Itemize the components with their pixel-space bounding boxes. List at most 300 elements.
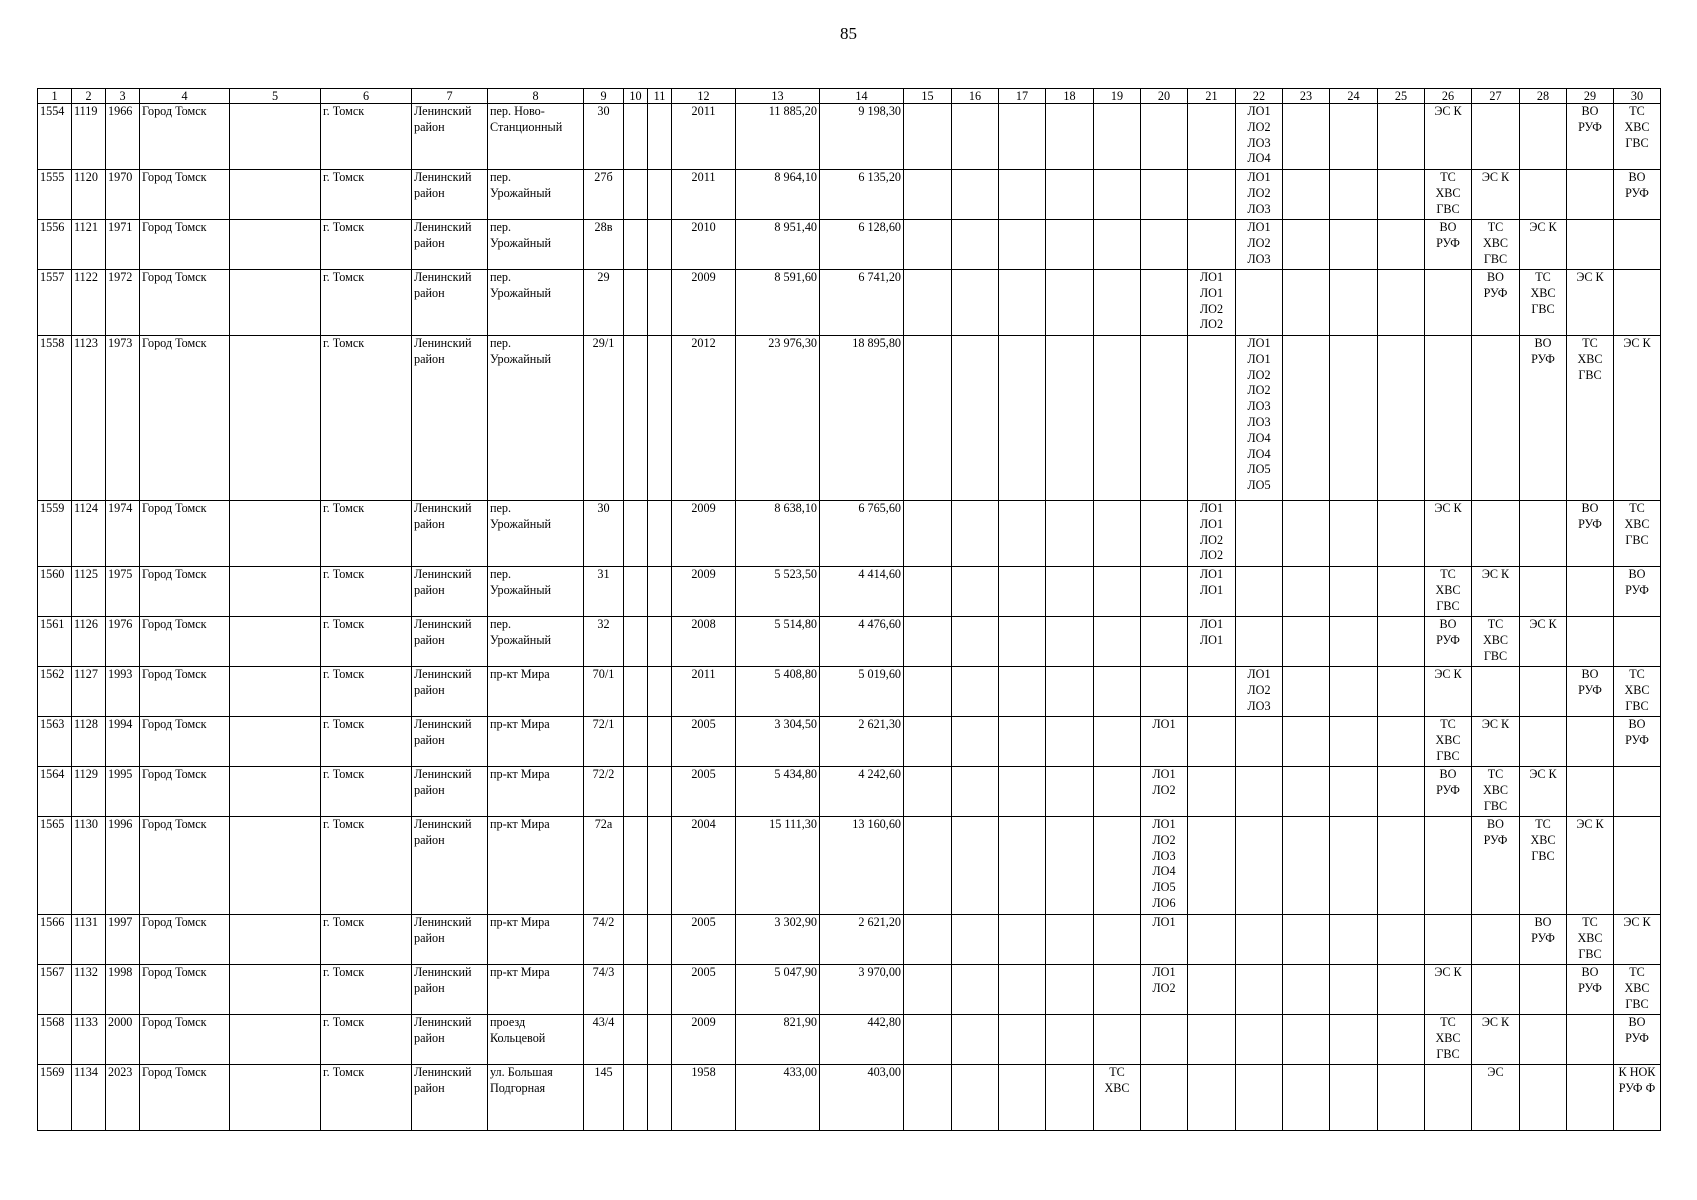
cell-col-11 xyxy=(648,170,672,220)
cell-col-5 xyxy=(230,270,321,336)
cell-col-4: Город Томск xyxy=(140,617,230,667)
cell-col-21 xyxy=(1188,817,1236,915)
cell-col-10 xyxy=(624,336,648,501)
cell-col-14: 2 621,20 xyxy=(820,915,904,965)
cell-col-30: ВО РУФ xyxy=(1614,1015,1661,1065)
cell-col-22 xyxy=(1236,617,1283,667)
cell-col-29: ВО РУФ xyxy=(1567,501,1614,567)
cell-col-21 xyxy=(1188,220,1236,270)
cell-col-26 xyxy=(1425,817,1472,915)
cell-col-18 xyxy=(1046,667,1094,717)
cell-col-9: 29/1 xyxy=(584,336,624,501)
cell-col-22 xyxy=(1236,817,1283,915)
cell-col-1: 1558 xyxy=(38,336,72,501)
cell-col-14: 2 621,30 xyxy=(820,717,904,767)
cell-col-27 xyxy=(1472,336,1520,501)
cell-col-26: ВО РУФ xyxy=(1425,767,1472,817)
cell-col-29 xyxy=(1567,220,1614,270)
cell-col-16 xyxy=(952,767,999,817)
cell-col-28 xyxy=(1520,567,1567,617)
cell-col-2: 1123 xyxy=(72,336,106,501)
cell-col-6: г. Томск xyxy=(321,104,412,170)
cell-col-17 xyxy=(999,336,1046,501)
cell-col-19 xyxy=(1094,1015,1141,1065)
cell-col-25 xyxy=(1378,817,1425,915)
cell-col-19 xyxy=(1094,336,1141,501)
cell-col-21: ЛО1 ЛО1 xyxy=(1188,567,1236,617)
page-number: 85 xyxy=(840,24,857,43)
cell-col-16 xyxy=(952,104,999,170)
cell-col-24 xyxy=(1330,965,1378,1015)
cell-col-27: ВО РУФ xyxy=(1472,817,1520,915)
cell-col-6: г. Томск xyxy=(321,270,412,336)
cell-col-9: 29 xyxy=(584,270,624,336)
cell-col-23 xyxy=(1283,965,1330,1015)
cell-col-22 xyxy=(1236,1015,1283,1065)
cell-col-14: 5 019,60 xyxy=(820,667,904,717)
cell-col-30: ВО РУФ xyxy=(1614,567,1661,617)
cell-col-4: Город Томск xyxy=(140,104,230,170)
cell-col-13: 8 964,10 xyxy=(736,170,820,220)
cell-col-3: 2000 xyxy=(106,1015,140,1065)
cell-col-29: ЭС К xyxy=(1567,270,1614,336)
cell-col-17 xyxy=(999,667,1046,717)
cell-col-5 xyxy=(230,104,321,170)
cell-col-8: пер. Урожайный xyxy=(488,220,584,270)
column-header-25: 25 xyxy=(1378,89,1425,104)
cell-col-4: Город Томск xyxy=(140,336,230,501)
cell-col-2: 1120 xyxy=(72,170,106,220)
cell-col-20: ЛО1 ЛО2 xyxy=(1141,767,1188,817)
cell-col-16 xyxy=(952,567,999,617)
column-header-8: 8 xyxy=(488,89,584,104)
table-row xyxy=(38,667,1661,717)
cell-col-27: ТС ХВС ГВС xyxy=(1472,220,1520,270)
cell-col-8: пер. Урожайный xyxy=(488,270,584,336)
cell-col-27: ЭС К xyxy=(1472,717,1520,767)
cell-col-17 xyxy=(999,915,1046,965)
cell-col-30: ВО РУФ xyxy=(1614,170,1661,220)
cell-col-1: 1555 xyxy=(38,170,72,220)
cell-col-27: ЭС К xyxy=(1472,567,1520,617)
cell-col-12: 2009 xyxy=(672,567,736,617)
cell-col-21 xyxy=(1188,1015,1236,1065)
cell-col-7: Ленинский район xyxy=(412,336,488,501)
cell-col-10 xyxy=(624,104,648,170)
cell-col-21: ЛО1 ЛО1 ЛО2 ЛО2 xyxy=(1188,501,1236,567)
cell-col-24 xyxy=(1330,617,1378,667)
cell-col-20 xyxy=(1141,567,1188,617)
cell-col-10 xyxy=(624,1065,648,1131)
cell-col-8: проезд Кольцевой xyxy=(488,1015,584,1065)
cell-col-13: 5 514,80 xyxy=(736,617,820,667)
cell-col-1: 1561 xyxy=(38,617,72,667)
cell-col-14: 6 765,60 xyxy=(820,501,904,567)
cell-col-22: ЛО1 ЛО2 ЛО3 ЛО4 xyxy=(1236,104,1283,170)
cell-col-28 xyxy=(1520,965,1567,1015)
cell-col-5 xyxy=(230,1065,321,1131)
table-row xyxy=(38,501,1661,567)
cell-col-10 xyxy=(624,170,648,220)
cell-col-27 xyxy=(1472,915,1520,965)
cell-col-28 xyxy=(1520,1015,1567,1065)
cell-col-7: Ленинский район xyxy=(412,1065,488,1131)
cell-col-30: ТС ХВС ГВС xyxy=(1614,501,1661,567)
column-header-22: 22 xyxy=(1236,89,1283,104)
cell-col-28: ВО РУФ xyxy=(1520,336,1567,501)
cell-col-8: пр-кт Мира xyxy=(488,667,584,717)
table-row xyxy=(38,220,1661,270)
cell-col-24 xyxy=(1330,767,1378,817)
cell-col-17 xyxy=(999,567,1046,617)
column-header-14: 14 xyxy=(820,89,904,104)
cell-col-16 xyxy=(952,717,999,767)
cell-col-16 xyxy=(952,1065,999,1131)
cell-col-24 xyxy=(1330,717,1378,767)
cell-col-11 xyxy=(648,501,672,567)
cell-col-1: 1565 xyxy=(38,817,72,915)
cell-col-9: 30 xyxy=(584,501,624,567)
cell-col-1: 1563 xyxy=(38,717,72,767)
cell-col-19 xyxy=(1094,567,1141,617)
cell-col-14: 403,00 xyxy=(820,1065,904,1131)
cell-col-14: 13 160,60 xyxy=(820,817,904,915)
cell-col-13: 821,90 xyxy=(736,1015,820,1065)
column-header-20: 20 xyxy=(1141,89,1188,104)
cell-col-9: 70/1 xyxy=(584,667,624,717)
cell-col-18 xyxy=(1046,104,1094,170)
cell-col-23 xyxy=(1283,1015,1330,1065)
cell-col-17 xyxy=(999,717,1046,767)
cell-col-4: Город Томск xyxy=(140,667,230,717)
cell-col-6: г. Томск xyxy=(321,1015,412,1065)
cell-col-19 xyxy=(1094,817,1141,915)
cell-col-7: Ленинский район xyxy=(412,767,488,817)
cell-col-16 xyxy=(952,336,999,501)
cell-col-11 xyxy=(648,104,672,170)
cell-col-23 xyxy=(1283,617,1330,667)
cell-col-25 xyxy=(1378,1065,1425,1131)
cell-col-20 xyxy=(1141,501,1188,567)
column-header-3: 3 xyxy=(106,89,140,104)
cell-col-15 xyxy=(904,1015,952,1065)
column-header-10: 10 xyxy=(624,89,648,104)
cell-col-30: ЭС К xyxy=(1614,915,1661,965)
cell-col-12: 2005 xyxy=(672,965,736,1015)
cell-col-16 xyxy=(952,170,999,220)
cell-col-6: г. Томск xyxy=(321,170,412,220)
table-row xyxy=(38,617,1661,667)
cell-col-26: ЭС К xyxy=(1425,501,1472,567)
cell-col-19 xyxy=(1094,270,1141,336)
cell-col-10 xyxy=(624,567,648,617)
cell-col-13: 5 434,80 xyxy=(736,767,820,817)
cell-col-12: 2005 xyxy=(672,915,736,965)
table-row xyxy=(38,270,1661,336)
cell-col-4: Город Томск xyxy=(140,501,230,567)
cell-col-10 xyxy=(624,767,648,817)
cell-col-2: 1128 xyxy=(72,717,106,767)
cell-col-24 xyxy=(1330,104,1378,170)
cell-col-24 xyxy=(1330,817,1378,915)
cell-col-5 xyxy=(230,817,321,915)
cell-col-9: 30 xyxy=(584,104,624,170)
table-row xyxy=(38,567,1661,617)
cell-col-28: ВО РУФ xyxy=(1520,915,1567,965)
cell-col-26: ТС ХВС ГВС xyxy=(1425,1015,1472,1065)
cell-col-3: 1966 xyxy=(106,104,140,170)
cell-col-7: Ленинский район xyxy=(412,1015,488,1065)
table-row xyxy=(38,767,1661,817)
cell-col-27: ВО РУФ xyxy=(1472,270,1520,336)
cell-col-28: ЭС К xyxy=(1520,617,1567,667)
column-header-26: 26 xyxy=(1425,89,1472,104)
cell-col-8: пер. Урожайный xyxy=(488,170,584,220)
column-header-4: 4 xyxy=(140,89,230,104)
cell-col-13: 11 885,20 xyxy=(736,104,820,170)
cell-col-29: ТС ХВС ГВС xyxy=(1567,336,1614,501)
cell-col-13: 433,00 xyxy=(736,1065,820,1131)
cell-col-23 xyxy=(1283,336,1330,501)
cell-col-3: 1972 xyxy=(106,270,140,336)
cell-col-12: 2010 xyxy=(672,220,736,270)
cell-col-20: ЛО1 xyxy=(1141,717,1188,767)
cell-col-4: Город Томск xyxy=(140,767,230,817)
cell-col-21: ЛО1 ЛО1 ЛО2 ЛО2 xyxy=(1188,270,1236,336)
cell-col-15 xyxy=(904,567,952,617)
cell-col-26: ЭС К xyxy=(1425,965,1472,1015)
cell-col-25 xyxy=(1378,220,1425,270)
cell-col-24 xyxy=(1330,170,1378,220)
cell-col-26: ТС ХВС ГВС xyxy=(1425,567,1472,617)
cell-col-24 xyxy=(1330,915,1378,965)
cell-col-22: ЛО1 ЛО2 ЛО3 xyxy=(1236,667,1283,717)
cell-col-22: ЛО1 ЛО1 ЛО2 ЛО2 ЛО3 ЛО3 ЛО4 ЛО4 ЛО5 ЛО5 xyxy=(1236,336,1283,501)
cell-col-28: ЭС К xyxy=(1520,220,1567,270)
cell-col-7: Ленинский район xyxy=(412,220,488,270)
cell-col-30 xyxy=(1614,220,1661,270)
cell-col-13: 3 302,90 xyxy=(736,915,820,965)
cell-col-22 xyxy=(1236,1065,1283,1131)
cell-col-12: 2011 xyxy=(672,667,736,717)
column-header-24: 24 xyxy=(1330,89,1378,104)
cell-col-6: г. Томск xyxy=(321,717,412,767)
cell-col-18 xyxy=(1046,767,1094,817)
cell-col-19 xyxy=(1094,717,1141,767)
cell-col-23 xyxy=(1283,667,1330,717)
table-row xyxy=(38,1015,1661,1065)
cell-col-29: ВО РУФ xyxy=(1567,965,1614,1015)
register-table xyxy=(37,88,1661,1131)
cell-col-17 xyxy=(999,170,1046,220)
cell-col-16 xyxy=(952,1015,999,1065)
cell-col-3: 1994 xyxy=(106,717,140,767)
cell-col-8: пр-кт Мира xyxy=(488,817,584,915)
cell-col-11 xyxy=(648,220,672,270)
column-header-15: 15 xyxy=(904,89,952,104)
column-header-13: 13 xyxy=(736,89,820,104)
cell-col-13: 5 047,90 xyxy=(736,965,820,1015)
cell-col-18 xyxy=(1046,220,1094,270)
cell-col-20 xyxy=(1141,617,1188,667)
cell-col-4: Город Томск xyxy=(140,817,230,915)
cell-col-1: 1560 xyxy=(38,567,72,617)
cell-col-3: 1998 xyxy=(106,965,140,1015)
cell-col-19 xyxy=(1094,667,1141,717)
cell-col-20 xyxy=(1141,170,1188,220)
cell-col-7: Ленинский район xyxy=(412,667,488,717)
cell-col-18 xyxy=(1046,1015,1094,1065)
cell-col-19 xyxy=(1094,104,1141,170)
cell-col-18 xyxy=(1046,1065,1094,1131)
column-header-19: 19 xyxy=(1094,89,1141,104)
cell-col-23 xyxy=(1283,915,1330,965)
cell-col-15 xyxy=(904,270,952,336)
cell-col-10 xyxy=(624,220,648,270)
cell-col-11 xyxy=(648,336,672,501)
cell-col-15 xyxy=(904,617,952,667)
cell-col-16 xyxy=(952,915,999,965)
cell-col-15 xyxy=(904,915,952,965)
cell-col-16 xyxy=(952,617,999,667)
cell-col-27 xyxy=(1472,965,1520,1015)
cell-col-11 xyxy=(648,717,672,767)
cell-col-5 xyxy=(230,1015,321,1065)
cell-col-6: г. Томск xyxy=(321,767,412,817)
register-table-body xyxy=(38,104,1661,1131)
cell-col-8: пр-кт Мира xyxy=(488,965,584,1015)
cell-col-30: ЭС К xyxy=(1614,336,1661,501)
cell-col-4: Город Томск xyxy=(140,1015,230,1065)
cell-col-1: 1556 xyxy=(38,220,72,270)
table-row xyxy=(38,965,1661,1015)
cell-col-7: Ленинский район xyxy=(412,501,488,567)
cell-col-20 xyxy=(1141,104,1188,170)
cell-col-2: 1133 xyxy=(72,1015,106,1065)
cell-col-26: ТС ХВС ГВС xyxy=(1425,717,1472,767)
cell-col-9: 72/1 xyxy=(584,717,624,767)
cell-col-21 xyxy=(1188,336,1236,501)
cell-col-4: Город Томск xyxy=(140,717,230,767)
cell-col-5 xyxy=(230,717,321,767)
cell-col-26 xyxy=(1425,915,1472,965)
column-header-23: 23 xyxy=(1283,89,1330,104)
cell-col-29: ВО РУФ xyxy=(1567,104,1614,170)
cell-col-10 xyxy=(624,501,648,567)
cell-col-4: Город Томск xyxy=(140,567,230,617)
cell-col-28 xyxy=(1520,501,1567,567)
cell-col-4: Город Томск xyxy=(140,965,230,1015)
cell-col-5 xyxy=(230,915,321,965)
cell-col-24 xyxy=(1330,1015,1378,1065)
cell-col-13: 8 591,60 xyxy=(736,270,820,336)
cell-col-16 xyxy=(952,270,999,336)
cell-col-15 xyxy=(904,817,952,915)
cell-col-29 xyxy=(1567,1065,1614,1131)
cell-col-16 xyxy=(952,501,999,567)
cell-col-22: ЛО1 ЛО2 ЛО3 xyxy=(1236,170,1283,220)
cell-col-4: Город Томск xyxy=(140,915,230,965)
cell-col-2: 1125 xyxy=(72,567,106,617)
cell-col-3: 1995 xyxy=(106,767,140,817)
column-header-2: 2 xyxy=(72,89,106,104)
cell-col-1: 1564 xyxy=(38,767,72,817)
column-header-16: 16 xyxy=(952,89,999,104)
cell-col-5 xyxy=(230,667,321,717)
cell-col-2: 1122 xyxy=(72,270,106,336)
cell-col-25 xyxy=(1378,667,1425,717)
cell-col-30 xyxy=(1614,767,1661,817)
cell-col-15 xyxy=(904,104,952,170)
cell-col-8: ул. Большая Подгорная xyxy=(488,1065,584,1131)
cell-col-7: Ленинский район xyxy=(412,915,488,965)
cell-col-12: 2009 xyxy=(672,270,736,336)
cell-col-6: г. Томск xyxy=(321,667,412,717)
column-header-27: 27 xyxy=(1472,89,1520,104)
cell-col-18 xyxy=(1046,567,1094,617)
cell-col-11 xyxy=(648,1015,672,1065)
cell-col-3: 1997 xyxy=(106,915,140,965)
cell-col-30: ТС ХВС ГВС xyxy=(1614,667,1661,717)
cell-col-27: ЭС xyxy=(1472,1065,1520,1131)
cell-col-18 xyxy=(1046,501,1094,567)
cell-col-17 xyxy=(999,617,1046,667)
cell-col-12: 2009 xyxy=(672,1015,736,1065)
cell-col-14: 4 476,60 xyxy=(820,617,904,667)
cell-col-26: ЭС К xyxy=(1425,667,1472,717)
cell-col-27: ТС ХВС ГВС xyxy=(1472,767,1520,817)
cell-col-23 xyxy=(1283,104,1330,170)
cell-col-12: 2011 xyxy=(672,104,736,170)
cell-col-25 xyxy=(1378,104,1425,170)
cell-col-1: 1566 xyxy=(38,915,72,965)
cell-col-8: пер. Ново- Станционный xyxy=(488,104,584,170)
cell-col-26 xyxy=(1425,1065,1472,1131)
cell-col-7: Ленинский район xyxy=(412,567,488,617)
cell-col-7: Ленинский район xyxy=(412,717,488,767)
cell-col-6: г. Томск xyxy=(321,336,412,501)
cell-col-10 xyxy=(624,667,648,717)
column-header-5: 5 xyxy=(230,89,321,104)
cell-col-18 xyxy=(1046,336,1094,501)
cell-col-23 xyxy=(1283,567,1330,617)
cell-col-26 xyxy=(1425,336,1472,501)
cell-col-28: ТС ХВС ГВС xyxy=(1520,270,1567,336)
cell-col-12: 2011 xyxy=(672,170,736,220)
column-header-1: 1 xyxy=(38,89,72,104)
cell-col-5 xyxy=(230,767,321,817)
cell-col-5 xyxy=(230,617,321,667)
cell-col-19 xyxy=(1094,915,1141,965)
cell-col-13: 23 976,30 xyxy=(736,336,820,501)
table-row xyxy=(38,104,1661,170)
cell-col-20 xyxy=(1141,220,1188,270)
cell-col-14: 4 414,60 xyxy=(820,567,904,617)
cell-col-10 xyxy=(624,915,648,965)
cell-col-27 xyxy=(1472,501,1520,567)
cell-col-27: ЭС К xyxy=(1472,170,1520,220)
cell-col-5 xyxy=(230,501,321,567)
cell-col-6: г. Томск xyxy=(321,617,412,667)
cell-col-17 xyxy=(999,767,1046,817)
cell-col-3: 1971 xyxy=(106,220,140,270)
cell-col-9: 43/4 xyxy=(584,1015,624,1065)
cell-col-14: 9 198,30 xyxy=(820,104,904,170)
cell-col-6: г. Томск xyxy=(321,567,412,617)
cell-col-8: пер. Урожайный xyxy=(488,501,584,567)
cell-col-9: 72/2 xyxy=(584,767,624,817)
cell-col-10 xyxy=(624,617,648,667)
